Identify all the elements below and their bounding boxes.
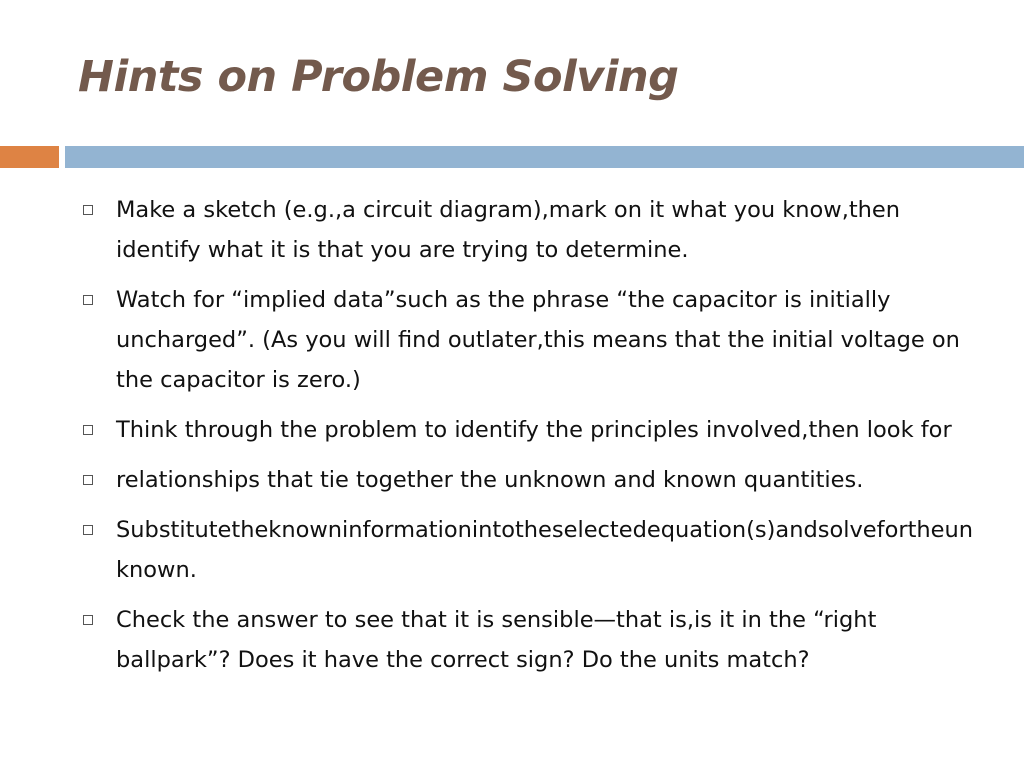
hollow-square-bullet-icon (83, 475, 93, 485)
title-rule-accent-right (65, 146, 1024, 168)
bullet-text: Think through the problem to identify the principles involved,then look for (116, 417, 952, 443)
slide-title: Hints on Problem Solving (78, 52, 679, 102)
bullet-item (80, 460, 980, 500)
hollow-square-bullet-icon (83, 425, 93, 435)
hollow-square-bullet-icon (83, 525, 93, 535)
bullet-text: Watch for “implied data”such as the phrase “the capacitor is initially uncharged”. (As you will find outlater,this means that the initial voltage on the capacitor is zero.) (116, 287, 960, 393)
bullet-text: Make a sketch (e.g.,a circuit diagram),mark on it what you know,then identify what it is that you are trying to determine. (116, 197, 901, 263)
bullet-text: Check the answer to see that it is sensible—that is,is it in the “right ballpark”? Does it have the correct sign? Do the units match? (116, 607, 877, 673)
bullet-item (80, 600, 980, 680)
bullet-item (80, 280, 980, 400)
bullet-text: relationships that tie together the unknown and known quantities. (116, 467, 864, 493)
bullet-list (80, 190, 980, 690)
bullet-item (80, 510, 980, 590)
bullet-text: Substitutetheknowninformationintotheselectedequation(s)andsolvefortheunknown. (116, 517, 974, 583)
hollow-square-bullet-icon (83, 205, 93, 215)
bullet-item (80, 190, 980, 270)
title-rule-accent-left (0, 146, 59, 168)
hollow-square-bullet-icon (83, 295, 93, 305)
hollow-square-bullet-icon (83, 615, 93, 625)
bullet-item (80, 410, 980, 450)
